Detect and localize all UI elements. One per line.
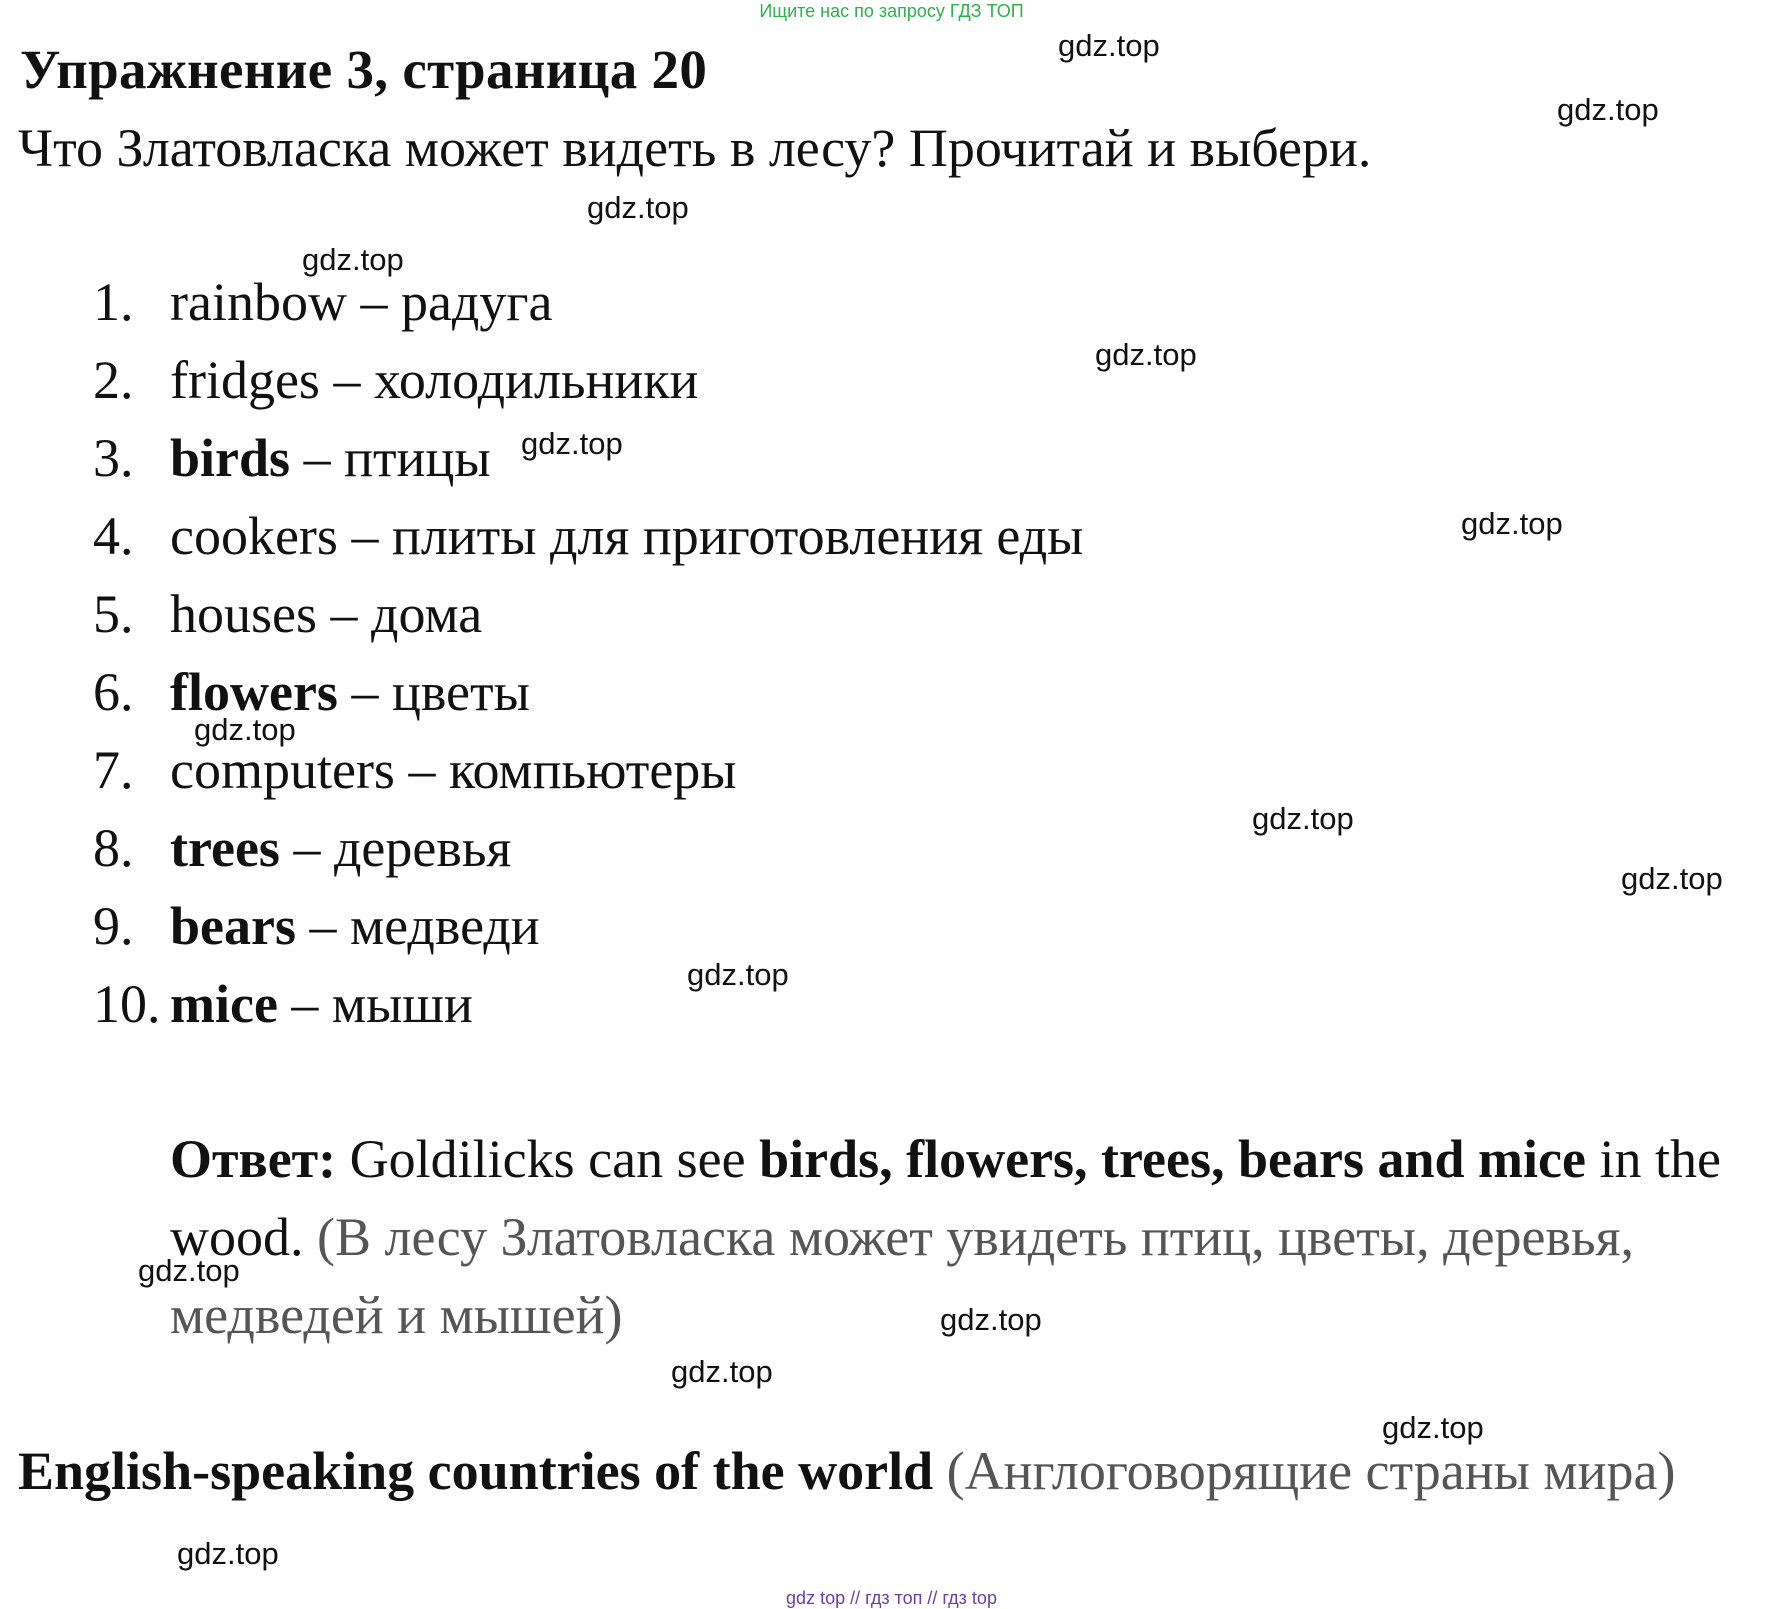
- section-translation: (Англоговорящие страны мира): [933, 1441, 1676, 1501]
- answer-highlight: birds, flowers, trees, bears and mice: [759, 1129, 1586, 1189]
- answer-label: Ответ:: [170, 1129, 337, 1189]
- task-instruction: Что Златовласка может видеть в лесу? Прочитай и выбери.: [18, 118, 1372, 178]
- exercise-title: Упражнение 3, страница 20: [20, 39, 708, 100]
- watermark: gdz.top: [1621, 861, 1723, 896]
- watermark: gdz.top: [1461, 506, 1563, 541]
- item-translation: – цветы: [337, 662, 530, 722]
- item-number: 9.: [93, 896, 134, 956]
- item-translation: – мыши: [277, 974, 473, 1034]
- item-translation: – компьютеры: [394, 740, 737, 800]
- item-number: 10.: [93, 974, 161, 1034]
- item-translation: – медведи: [295, 896, 540, 956]
- watermark: gdz.top: [521, 426, 623, 461]
- answer-text-before: Goldilicks can see: [336, 1129, 760, 1189]
- answer-text-after: in the wood.: [170, 1129, 1721, 1267]
- watermark: gdz.top: [177, 1536, 279, 1571]
- watermark: gdz.top: [687, 957, 789, 992]
- item-number: 1.: [93, 272, 134, 332]
- item-number: 2.: [93, 350, 134, 410]
- item-word: computers: [170, 740, 395, 800]
- watermark: gdz.top: [587, 190, 689, 225]
- watermark: gdz.top: [1382, 1410, 1484, 1445]
- watermark: gdz.top: [1557, 92, 1659, 127]
- item-text: [170, 973, 473, 1035]
- item-number: 6.: [93, 662, 134, 722]
- watermark: gdz.top: [194, 712, 296, 747]
- item-translation: – плиты для приготовления еды: [337, 506, 1084, 566]
- item-translation: – птицы: [290, 428, 491, 488]
- item-word: rainbow: [170, 272, 347, 332]
- item-text: [170, 505, 1083, 567]
- item-number: 4.: [93, 506, 134, 566]
- watermark: gdz.top: [1058, 28, 1160, 63]
- item-word: fridges: [170, 350, 320, 410]
- watermark: gdz.top: [1252, 801, 1354, 836]
- item-text: [170, 583, 482, 645]
- answer-translation: (В лесу Златовласка может увидеть птиц, цветы, деревья, медведей и мышей): [170, 1207, 1634, 1345]
- item-text: [170, 271, 553, 333]
- item-text: [170, 895, 540, 957]
- item-text: [170, 349, 698, 411]
- item-translation: – деревья: [279, 818, 512, 878]
- item-word: houses: [170, 584, 317, 644]
- item-translation: – холодильники: [319, 350, 699, 410]
- item-text: [170, 427, 491, 489]
- item-translation: – радуга: [346, 272, 553, 332]
- item-word-selected: flowers: [170, 662, 338, 722]
- watermark: gdz.top: [302, 242, 404, 277]
- item-text: [170, 739, 737, 801]
- watermark: gdz.top: [671, 1354, 773, 1389]
- search-hint-link[interactable]: Ищите нас по запросу ГДЗ ТОП: [759, 1, 1024, 21]
- item-number: 7.: [93, 740, 134, 800]
- item-word-selected: mice: [170, 974, 278, 1034]
- item-number: 5.: [93, 584, 134, 644]
- item-word: cookers: [170, 506, 338, 566]
- item-word-selected: bears: [170, 896, 296, 956]
- item-number: 8.: [93, 818, 134, 878]
- watermark: gdz.top: [1095, 337, 1197, 372]
- item-text: [170, 817, 511, 879]
- section-heading: [18, 1430, 1758, 1512]
- item-translation: – дома: [317, 584, 483, 644]
- section-title: English-speaking countries of the world: [18, 1441, 934, 1501]
- watermark: gdz.top: [940, 1302, 1042, 1337]
- item-word-selected: trees: [170, 818, 280, 878]
- footer-links[interactable]: gdz top // гдз топ // гдз top: [786, 1588, 997, 1608]
- watermark: gdz.top: [138, 1253, 240, 1288]
- item-number: 3.: [93, 428, 134, 488]
- item-word-selected: birds: [170, 428, 291, 488]
